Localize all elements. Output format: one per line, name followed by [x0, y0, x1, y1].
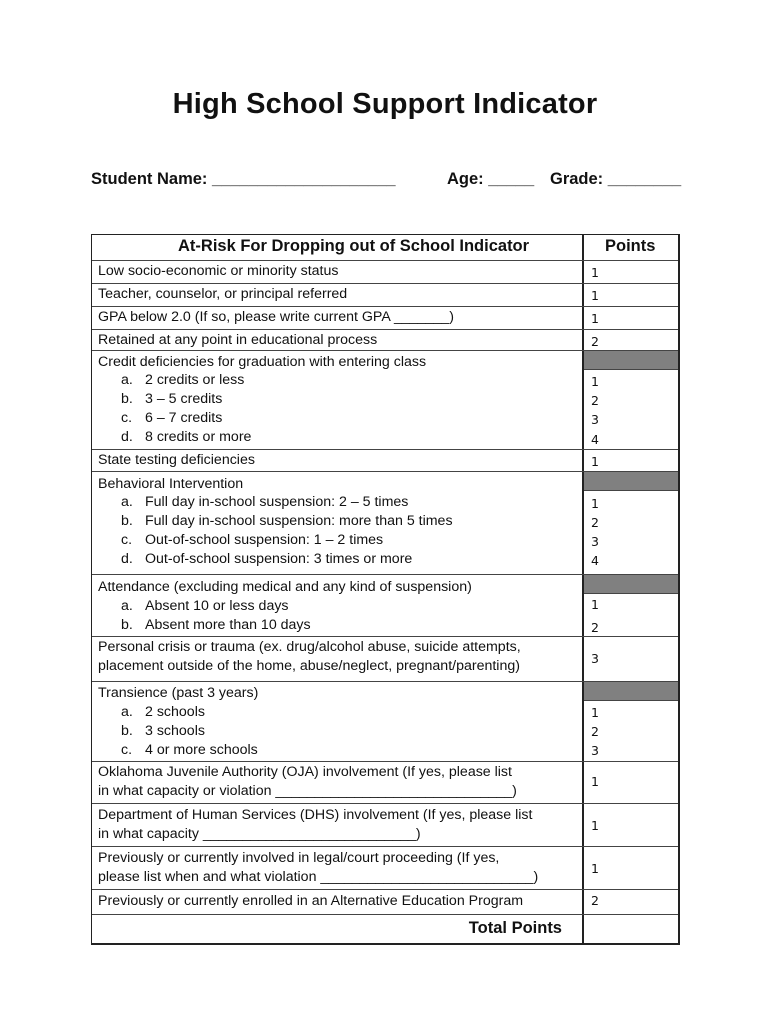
sub-points[interactable]: 2 [591, 724, 599, 739]
row-label: Transience (past 3 years) [98, 685, 259, 701]
sub-item: c. 4 or more schools [121, 742, 258, 758]
row-label-line2: in what capacity or violation ______________________________) [98, 783, 517, 799]
divider [584, 700, 678, 701]
sub-points[interactable]: 2 [591, 515, 599, 530]
row-label: Previously or currently involved in legal/court proceeding (If yes, [98, 850, 500, 866]
row-points[interactable]: 1 [591, 454, 599, 469]
sub-item: d. 8 credits or more [121, 429, 252, 445]
row-label: Behavioral Intervention [98, 476, 244, 492]
form-title: High School Support Indicator [172, 88, 598, 120]
sub-points[interactable]: 1 [591, 374, 599, 389]
sub-points[interactable]: 1 [591, 597, 599, 612]
grade-field[interactable]: Grade: ________ [550, 170, 682, 188]
row-points[interactable]: 3 [591, 651, 599, 666]
row-label: Oklahoma Juvenile Authority (OJA) involvement (If yes, please list [98, 764, 512, 780]
divider [92, 636, 678, 637]
row-label: Retained at any point in educational process [98, 332, 378, 348]
sub-item: c. 6 – 7 credits [121, 410, 223, 426]
sub-item: a. Full day in-school suspension: 2 – 5 times [121, 494, 409, 510]
row-label: Credit deficiencies for graduation with entering class [98, 354, 427, 370]
total-points-cell[interactable] [584, 915, 678, 943]
sub-item: b. Full day in-school suspension: more than 5 times [121, 513, 453, 529]
sub-points[interactable]: 3 [591, 534, 599, 549]
sub-item: c. Out-of-school suspension: 1 – 2 times [121, 532, 384, 548]
row-points[interactable]: 1 [591, 818, 599, 833]
sub-points[interactable]: 4 [591, 432, 599, 447]
sub-points[interactable]: 2 [591, 393, 599, 408]
sub-points[interactable]: 1 [591, 496, 599, 511]
row-label: Personal crisis or trauma (ex. drug/alcohol abuse, suicide attempts, [98, 639, 521, 655]
divider [92, 329, 678, 330]
row-label: State testing deficiencies [98, 452, 255, 468]
sub-item: a. Absent 10 or less days [121, 598, 289, 614]
sub-item: d. Out-of-school suspension: 3 times or more [121, 551, 413, 567]
row-points[interactable]: 1 [591, 265, 599, 280]
header-indicator: At-Risk For Dropping out of School Indicator [178, 237, 530, 255]
divider [92, 306, 678, 307]
divider [584, 593, 678, 594]
sub-item: b. 3 schools [121, 723, 205, 739]
gray-cell [584, 351, 678, 369]
row-points[interactable]: 2 [591, 334, 599, 349]
divider [92, 260, 678, 261]
divider [92, 449, 678, 450]
gray-cell [584, 472, 678, 490]
row-label-line2: placement outside of the home, abuse/neglect, pregnant/parenting) [98, 658, 520, 674]
header-points: Points [605, 237, 656, 255]
row-label: Department of Human Services (DHS) involvement (If yes, please list [98, 807, 533, 823]
sub-item: a. 2 schools [121, 704, 205, 720]
row-points[interactable]: 2 [591, 893, 599, 908]
sub-points[interactable]: 3 [591, 412, 599, 427]
sub-item: b. Absent more than 10 days [121, 617, 311, 633]
row-label: Attendance (excluding medical and any kind of suspension) [98, 579, 472, 595]
row-points[interactable]: 1 [591, 311, 599, 326]
age-field[interactable]: Age: _____ [447, 170, 535, 188]
divider [92, 761, 678, 762]
sub-item: a. 2 credits or less [121, 372, 245, 388]
row-label-line2: in what capacity ___________________________) [98, 826, 421, 842]
divider [92, 889, 678, 890]
divider [92, 283, 678, 284]
gray-cell [584, 682, 678, 700]
row-points[interactable]: 1 [591, 861, 599, 876]
row-points[interactable]: 1 [591, 288, 599, 303]
sub-points[interactable]: 2 [591, 620, 599, 635]
sub-item: b. 3 – 5 credits [121, 391, 223, 407]
sub-points[interactable]: 1 [591, 705, 599, 720]
row-label: Teacher, counselor, or principal referred [98, 286, 348, 302]
row-label-line2: please list when and what violation ___________________________) [98, 869, 539, 885]
row-label: Low socio-economic or minority status [98, 263, 339, 279]
total-points-label: Total Points [468, 919, 562, 937]
row-label: GPA below 2.0 (If so, please write current GPA _______) [98, 309, 454, 325]
divider [92, 846, 678, 847]
row-points[interactable]: 1 [591, 774, 599, 789]
gray-cell [584, 575, 678, 593]
row-label: Previously or currently enrolled in an Alternative Education Program [98, 893, 524, 909]
divider [92, 803, 678, 804]
indicator-table [91, 234, 680, 945]
sub-points[interactable]: 3 [591, 743, 599, 758]
divider [584, 490, 678, 491]
sub-points[interactable]: 4 [591, 553, 599, 568]
student-name-field[interactable]: Student Name: ____________________ [91, 170, 396, 188]
divider [584, 369, 678, 370]
